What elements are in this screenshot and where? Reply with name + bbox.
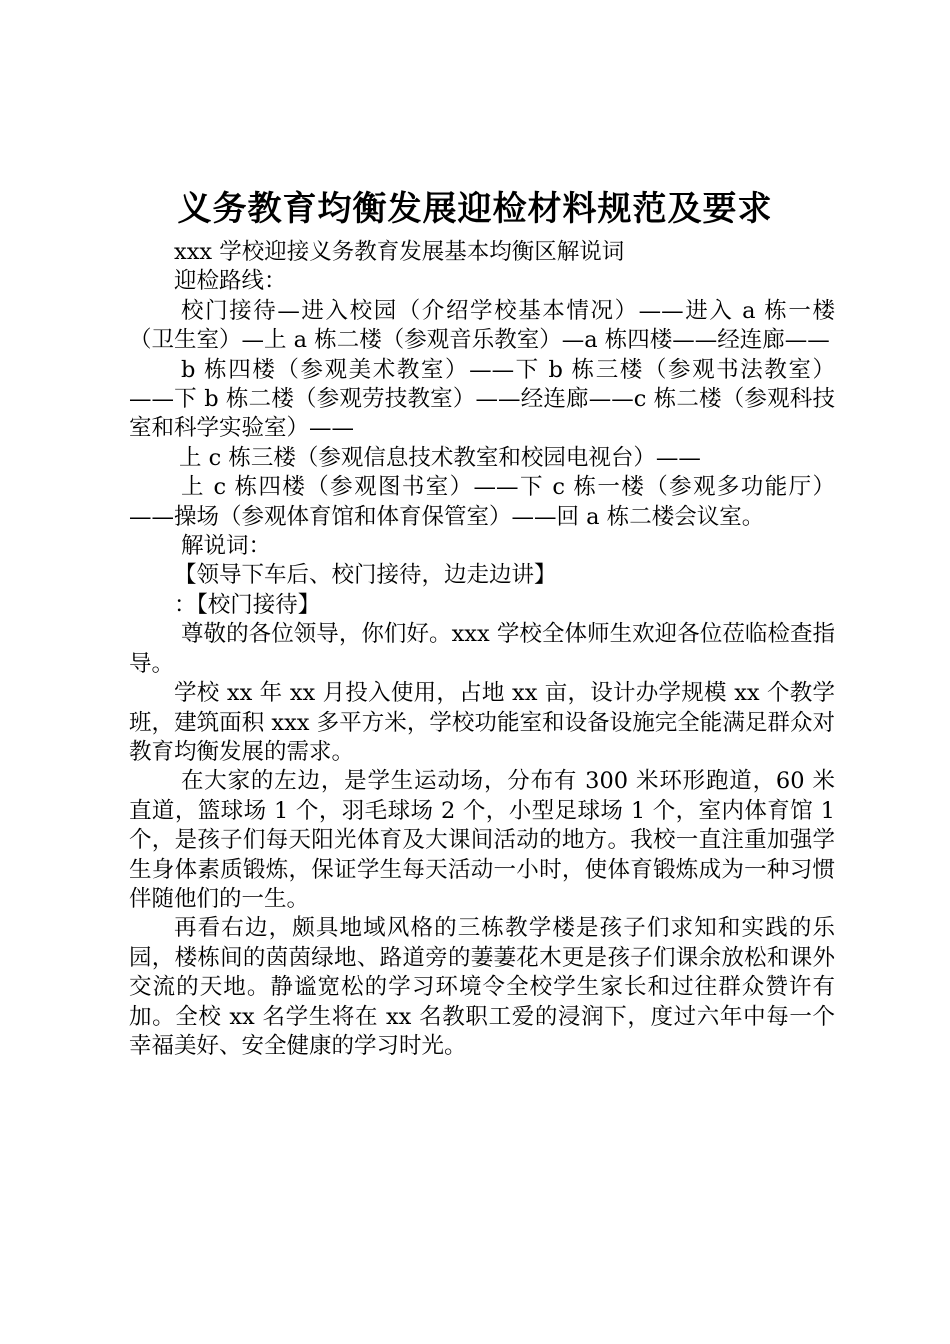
route-paragraph-1: 校门接待—进入校园（介绍学校基本情况）——进入 a 栋一楼（卫生室）—上 a 栋二楼（参观音乐教室）—a 栋四楼——经连廊—— — [129, 297, 835, 354]
route-paragraph-3: 上 c 栋三楼（参观信息技术教室和校园电视台）—— — [179, 444, 701, 471]
document-body — [129, 238, 835, 1061]
buildings-paragraph: 再看右边，颇具地域风格的三栋教学楼是孩子们求知和实践的乐园，楼栋间的茵茵绿地、路道旁的萋萋花木更是孩子们课余放松和课外交流的天地。静谧宽松的学习环境令全校学生家长和过往群众赞许有加。全校 xx 名学生将在 xx 名教职工爱的浸润下，度过六年中每一个幸福美好、安全健康的学习时光。 — [129, 915, 835, 1059]
route-paragraph-2: b 栋四楼（参观美术教室）——下 b 栋三楼（参观书法教室）——下 b 栋二楼（参观劳技教室）——经连廊——c 栋二楼（参观科技室和科学实验室）—— — [129, 356, 835, 442]
commentary-heading: 解说词： — [181, 533, 272, 560]
document-title: 义务教育均衡发展迎检材料规范及要求 — [177, 189, 773, 229]
bracket-note-1: 【领导下车后、校门接待，边走边讲】 — [174, 562, 557, 589]
route-heading: 迎检路线： — [174, 268, 287, 295]
school-intro-paragraph: 学校 xx 年 xx 月投入使用，占地 xx 亩，设计办学规模 xx 个教学班，建筑面积 xxx 多平方米，学校功能室和设备设施完全能满足群众对教育均衡发展的需求。 — [129, 680, 835, 765]
subtitle-paragraph: xxx 学校迎接义务教育发展基本均衡区解说词 — [174, 239, 625, 265]
greeting-paragraph: 尊敬的各位领导，你们好。xxx 学校全体师生欢迎各位莅临检查指导。 — [129, 621, 835, 677]
route-paragraph-4: 上 c 栋四楼（参观图书室）——下 c 栋一楼（参观多功能厅）——操场（参观体育馆和体育保管室）——回 a 栋二楼会议室。 — [129, 474, 835, 530]
bracket-note-2: ：【校门接待】 — [174, 591, 321, 618]
playground-paragraph: 在大家的左边，是学生运动场，分布有 300 米环形跑道，60 米直道，篮球场 1 个，羽毛球场 2 个，小型足球场 1 个，室内体育馆 1 个，是孩子们每天阳光体育及大课间活动的地方。我校一直注重加强学生身体素质锻炼，保证学生每天活动一小时，使体育锻炼成为一种习惯伴随他们的一生。 — [129, 768, 835, 912]
